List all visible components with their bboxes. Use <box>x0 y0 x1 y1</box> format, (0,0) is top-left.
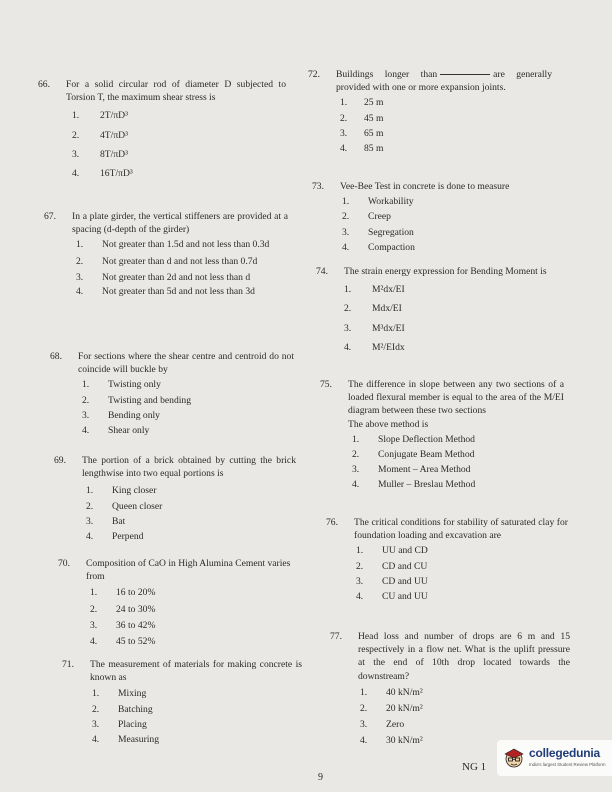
question-number: 74. <box>316 266 328 277</box>
question-number: 70. <box>58 558 70 569</box>
question-66 <box>38 78 286 180</box>
option-2: 2. Not greater than d and not less than 0.7d <box>76 255 258 267</box>
option-3: 3. CD and UU <box>356 575 428 587</box>
option-1: 1. Slope Deflection Method <box>352 433 475 445</box>
page-number: 9 <box>318 772 323 783</box>
question-75 <box>320 378 564 492</box>
option-1: 1. Twisting only <box>82 379 161 391</box>
option-4: 4. Shear only <box>82 425 150 437</box>
option-4: 4. Not greater than 5d and not less than 3d <box>76 286 255 298</box>
option-3: 3. Not greater than 2d and not less than d <box>76 271 251 283</box>
option-1: 1. 16 to 20% <box>90 587 156 599</box>
question-text: The strain energy expression for Bending Moment is <box>344 266 547 277</box>
option-3: 3. Bat <box>86 515 126 527</box>
option-1: 1. Mixing <box>92 688 147 700</box>
option-4: 4. 85 m <box>340 143 384 155</box>
question-text: Vee-Bee Test in concrete is done to measure <box>340 181 510 192</box>
option-2: 2. Queen closer <box>86 500 163 512</box>
option-1: 1. Not greater than 1.5d and not less than 0.3d <box>76 239 270 251</box>
question-text: For sections where the shear centre and centroid do not coincide will buckle by <box>78 351 294 376</box>
option-2: 2. 45 m <box>340 112 384 124</box>
question-72 <box>308 68 552 155</box>
question-number: 71. <box>62 659 74 670</box>
option-3: 3. 8T/πD³ <box>72 148 128 160</box>
logo-name: collegedunia <box>529 746 600 760</box>
option-4: 4. Measuring <box>92 734 160 746</box>
question-70 <box>58 557 298 648</box>
option-4: 4. Compaction <box>342 241 415 253</box>
question-text: The critical conditions for stability of saturated clay for foundation loading and excavation are <box>354 517 568 542</box>
question-67 <box>44 210 288 298</box>
option-3: 3. Zero <box>360 719 405 731</box>
option-1: 1. 25 m <box>340 97 384 109</box>
option-4: 4. 45 to 52% <box>90 636 156 648</box>
question-76 <box>326 516 568 603</box>
option-4: 4. 16T/πD³ <box>72 168 133 180</box>
option-3: 3. M³dx/EI <box>344 322 405 334</box>
option-2: 2. CD and CU <box>356 560 428 572</box>
option-3: 3. 65 m <box>340 127 384 139</box>
question-77 <box>330 630 570 748</box>
option-2: 2. 20 kN/m² <box>360 703 423 715</box>
paper-code: NG 1 <box>462 761 487 773</box>
option-4: 4. Perpend <box>86 531 144 543</box>
question-number: 67. <box>44 211 56 222</box>
option-1: 1. King closer <box>86 485 157 497</box>
option-2: 2. 24 to 30% <box>90 603 156 615</box>
option-3: 3. Bending only <box>82 409 160 421</box>
collegedunia-logo[interactable] <box>497 740 612 776</box>
question-68 <box>50 350 294 437</box>
question-text: For a solid circular rod of diameter D subjected to Torsion T, the maximum shear stress is <box>66 79 286 104</box>
blank-line <box>440 74 490 75</box>
question-number: 76. <box>326 517 338 528</box>
option-1: 1. Workability <box>342 196 414 208</box>
question-71 <box>62 658 302 746</box>
question-text: Buildings longer than are generally provided with one or more expansion joints. <box>336 69 552 94</box>
question-text: The portion of a brick obtained by cutting the brick lengthwise into two equal portions is <box>82 455 296 480</box>
option-2: 2. Creep <box>342 211 391 223</box>
option-4: 4. 30 kN/m² <box>360 735 423 747</box>
question-number: 77. <box>330 631 342 642</box>
question-69 <box>54 454 296 543</box>
option-3: 3. Segregation <box>342 226 414 238</box>
option-4: 4. M²/EIdx <box>344 341 405 353</box>
option-4: 4. CU and UU <box>356 591 428 603</box>
option-2: 2. Batching <box>92 703 153 715</box>
question-text: In a plate girder, the vertical stiffeners are provided at a spacing (d-depth of the girder) <box>72 211 288 236</box>
question-number: 69. <box>54 455 66 466</box>
option-3: 3. 36 to 42% <box>90 619 156 631</box>
question-number: 72. <box>308 69 320 80</box>
question-number: 68. <box>50 351 62 362</box>
question-74 <box>316 265 560 354</box>
option-2: 2. 4T/πD³ <box>72 129 128 141</box>
question-73 <box>312 180 556 254</box>
question-number: 73. <box>312 181 324 192</box>
option-1: 1. 2T/πD³ <box>72 110 128 122</box>
option-3: 3. Placing <box>92 718 147 730</box>
option-2: 2. Twisting and bending <box>82 394 191 406</box>
question-text: Head loss and number of drops are 6 m and 15 respectively in a flow net. What is the uplift pressure at the end of 10th drop located towards the downstream? <box>358 631 570 682</box>
option-2: 2. Mdx/EI <box>344 303 402 315</box>
option-2: 2. Conjugate Beam Method <box>352 449 475 461</box>
option-1: 1. 40 kN/m² <box>360 686 423 698</box>
option-1: 1. M²dx/EI <box>344 284 405 296</box>
mascot-icon <box>503 746 525 768</box>
option-1: 1. UU and CD <box>356 545 428 557</box>
option-3: 3. Moment – Area Method <box>352 464 471 476</box>
question-text: Composition of CaO in High Alumina Cement varies from <box>86 558 291 583</box>
question-number: 75. <box>320 379 332 390</box>
question-number: 66. <box>38 79 50 90</box>
question-text: The difference in slope between any two sections of a loaded flexural member is equal to the area of the M/EI diagram between these two sections <box>348 379 564 417</box>
option-4: 4. Muller – Breslau Method <box>352 479 476 491</box>
question-subtext: The above method is <box>348 418 429 430</box>
question-text: The measurement of materials for making concrete is known as <box>90 659 302 684</box>
logo-tagline: India's largest Student Review Platform <box>529 762 606 767</box>
